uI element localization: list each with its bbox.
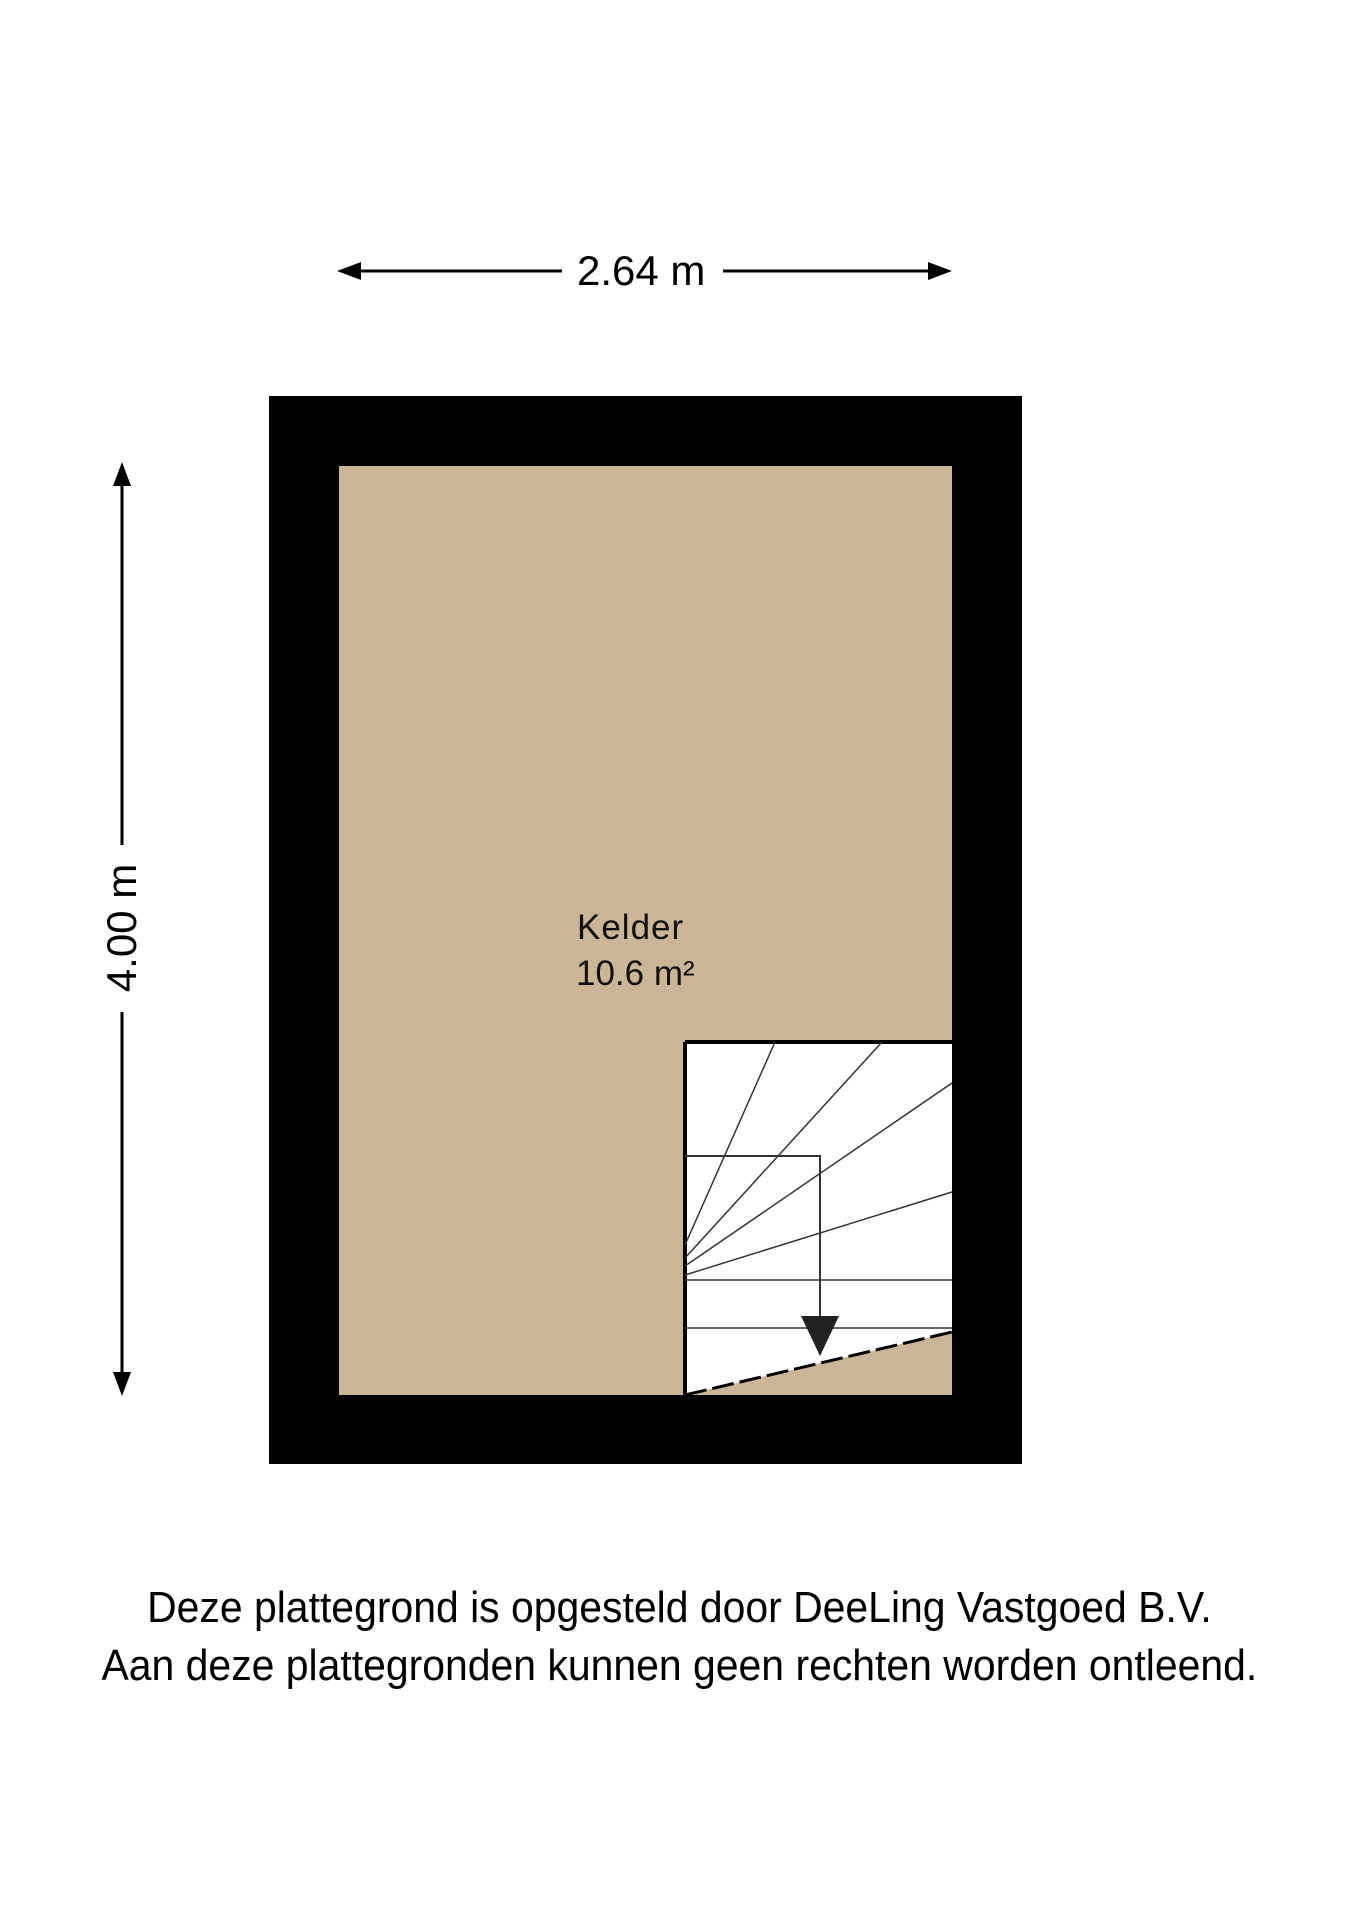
footer-line-2 [0, 1641, 1358, 1690]
footer-line-1 [0, 1583, 1358, 1632]
room-area: 10.6 m² [576, 954, 695, 993]
footer-line-1-text: Deze plattegrond is opgesteld door DeeLing Vastgoed B.V. [146, 1583, 1212, 1632]
room-name: Kelder [577, 908, 685, 947]
footer-line-2-text: Aan deze plattegronden kunnen geen rechten worden ontleend. [101, 1641, 1257, 1690]
height-dimension-label: 4.00 m [98, 863, 145, 993]
width-dimension-label: 2.64 m [577, 247, 706, 294]
staircase [685, 1042, 952, 1395]
